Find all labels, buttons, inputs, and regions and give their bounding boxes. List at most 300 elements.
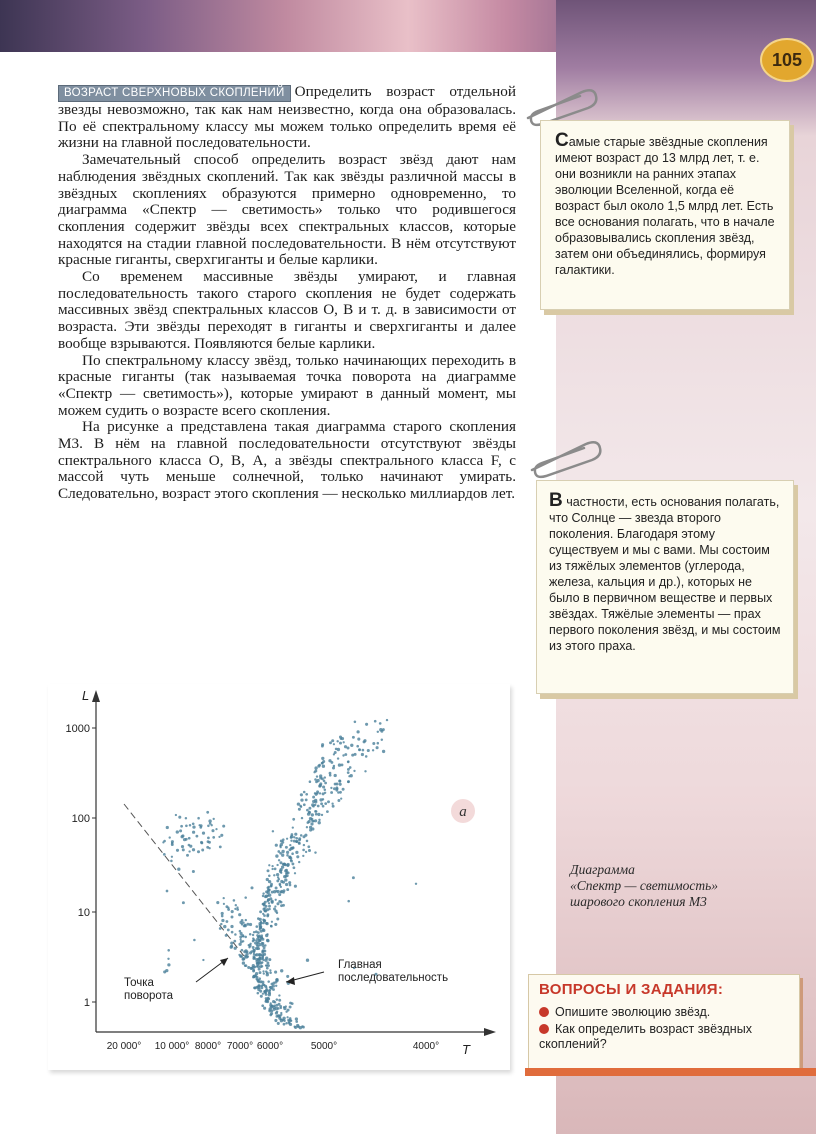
- star-point: [255, 947, 258, 950]
- star-point: [329, 741, 332, 744]
- drop-cap: С: [555, 130, 569, 151]
- star-point: [292, 847, 295, 850]
- star-point: [259, 956, 261, 958]
- star-point: [255, 978, 258, 981]
- star-point: [280, 1012, 282, 1014]
- paperclip-icon: [524, 436, 604, 480]
- star-point: [382, 728, 385, 731]
- star-point: [294, 1026, 296, 1028]
- star-point: [314, 810, 317, 813]
- star-point: [262, 903, 264, 905]
- star-point: [296, 1024, 299, 1027]
- turnoff-label-line2: поворота: [124, 990, 174, 1002]
- star-point: [271, 983, 274, 986]
- star-point: [308, 807, 311, 810]
- star-point: [347, 760, 349, 762]
- caption-line: «Спектр — светимость»: [570, 878, 719, 893]
- star-point: [334, 783, 337, 786]
- star-point: [244, 896, 247, 899]
- star-point: [372, 742, 375, 745]
- star-point: [288, 881, 291, 884]
- star-point: [261, 1004, 264, 1007]
- star-point: [291, 1002, 294, 1005]
- star-point: [278, 859, 280, 861]
- star-point: [320, 802, 323, 805]
- star-point: [275, 854, 278, 857]
- star-point: [240, 940, 243, 943]
- star-point: [286, 838, 288, 840]
- star-point: [182, 848, 185, 851]
- star-point: [354, 721, 357, 724]
- star-point: [192, 822, 195, 825]
- star-point: [249, 951, 252, 954]
- star-point: [259, 928, 261, 930]
- y-tick-label: 1000: [65, 723, 90, 735]
- star-point: [332, 767, 335, 770]
- star-point: [266, 972, 269, 975]
- star-point: [278, 999, 281, 1002]
- star-point: [259, 980, 262, 983]
- star-point: [294, 885, 297, 888]
- star-point: [289, 884, 292, 887]
- star-point: [310, 822, 313, 825]
- star-point: [262, 929, 265, 932]
- star-point: [180, 825, 183, 828]
- star-point: [231, 910, 234, 913]
- main-text: [58, 84, 516, 503]
- star-point: [341, 737, 344, 740]
- star-point: [278, 893, 281, 896]
- star-point: [290, 839, 292, 841]
- star-point: [246, 950, 249, 953]
- star-point: [340, 798, 342, 800]
- star-point: [268, 880, 271, 883]
- star-point: [262, 942, 265, 945]
- star-point: [311, 813, 314, 816]
- star-point: [282, 1018, 285, 1021]
- star-point: [263, 919, 266, 922]
- star-point: [179, 829, 182, 832]
- star-point: [225, 934, 228, 937]
- star-point: [267, 980, 270, 983]
- section-label: ВОЗРАСТ СВЕРХНОВЫХ СКОПЛЕНИЙ: [58, 85, 291, 102]
- star-point: [261, 950, 263, 952]
- star-point: [314, 799, 317, 802]
- star-point: [270, 1012, 273, 1015]
- star-point: [193, 939, 196, 942]
- star-point: [263, 910, 265, 912]
- drop-cap: В: [549, 490, 563, 511]
- star-point: [285, 846, 288, 849]
- star-point: [291, 852, 294, 855]
- star-point: [225, 905, 228, 908]
- star-point: [327, 800, 330, 803]
- star-point: [271, 868, 273, 870]
- figure-caption: [570, 862, 770, 910]
- star-point: [249, 923, 252, 926]
- star-point: [256, 965, 259, 968]
- star-point: [319, 792, 321, 794]
- star-point: [352, 876, 355, 879]
- star-point: [287, 1009, 290, 1012]
- star-point: [280, 880, 283, 883]
- main-sequence-label-line2: последовательность: [338, 972, 449, 984]
- star-point: [256, 934, 259, 937]
- star-point: [247, 955, 250, 958]
- star-point: [330, 787, 332, 789]
- star-point: [256, 986, 259, 989]
- star-point: [221, 919, 224, 922]
- question-item: Опишите эволюцию звёзд.: [539, 1005, 794, 1020]
- star-point: [324, 782, 327, 785]
- star-point: [306, 959, 309, 962]
- star-point: [234, 933, 237, 936]
- star-point: [266, 962, 269, 965]
- star-point: [289, 1019, 292, 1022]
- star-point: [276, 902, 279, 905]
- star-point: [189, 824, 192, 827]
- star-point: [262, 970, 264, 972]
- star-point: [264, 959, 267, 962]
- star-point: [295, 837, 298, 840]
- star-point: [277, 1022, 280, 1025]
- star-point: [182, 901, 185, 904]
- star-point: [206, 811, 209, 814]
- star-point: [255, 958, 258, 961]
- star-point: [306, 840, 309, 843]
- star-point: [363, 740, 366, 743]
- star-point: [277, 1014, 280, 1017]
- star-point: [311, 827, 314, 830]
- star-point: [295, 1020, 298, 1023]
- star-point: [200, 824, 203, 827]
- star-point: [265, 999, 268, 1002]
- star-point: [329, 772, 332, 775]
- star-point: [268, 894, 271, 897]
- star-point: [306, 826, 308, 828]
- star-point: [259, 965, 262, 968]
- side-note-oldest-clusters: [540, 120, 790, 310]
- star-point: [242, 961, 245, 964]
- star-point: [280, 969, 283, 972]
- star-point: [263, 972, 265, 974]
- star-point: [268, 864, 270, 866]
- star-point: [295, 841, 297, 843]
- star-point: [275, 981, 278, 984]
- star-point: [274, 910, 277, 913]
- star-point: [244, 936, 247, 939]
- turnoff-label: [124, 977, 174, 1002]
- star-point: [277, 876, 279, 878]
- star-point: [274, 971, 277, 974]
- star-point: [321, 743, 324, 746]
- star-point: [218, 836, 220, 838]
- paragraph-intro: ВОЗРАСТ СВЕРХНОВЫХ СКОПЛЕНИЙ Определить возраст отдельной звезды невозможно, так как нам неизвестно, когда она образовалась. По её спектральному классу мы можем только определить время её жизни на главной последовательности.: [58, 83, 516, 152]
- star-point: [322, 792, 325, 795]
- star-point: [192, 848, 195, 851]
- star-point: [379, 728, 382, 731]
- star-point: [171, 840, 174, 843]
- star-point: [316, 775, 318, 777]
- star-point: [280, 886, 282, 888]
- star-point: [322, 765, 325, 768]
- star-point: [276, 1011, 278, 1013]
- star-point: [263, 1007, 266, 1010]
- star-point: [282, 904, 285, 907]
- star-point: [267, 886, 270, 889]
- star-point: [303, 844, 305, 846]
- star-point: [274, 923, 277, 926]
- star-point: [278, 994, 280, 996]
- caption-line: Диаграмма: [570, 862, 635, 877]
- star-point: [197, 817, 200, 820]
- star-point: [318, 821, 321, 824]
- star-point: [279, 852, 282, 855]
- star-point: [339, 791, 342, 794]
- star-point: [273, 1008, 276, 1011]
- star-point: [263, 914, 266, 917]
- page-number: 105: [760, 38, 814, 82]
- star-point: [252, 937, 254, 939]
- turnoff-label-line1: Точка: [124, 977, 154, 989]
- star-point: [268, 993, 271, 996]
- star-point: [356, 745, 359, 748]
- star-point: [284, 878, 287, 881]
- star-point: [230, 925, 233, 928]
- star-point: [322, 785, 325, 788]
- star-point: [223, 925, 226, 928]
- star-point: [353, 770, 355, 772]
- star-point: [286, 1016, 288, 1018]
- star-point: [269, 969, 271, 971]
- star-point: [277, 1007, 280, 1010]
- star-point: [272, 830, 274, 832]
- star-point: [290, 857, 293, 860]
- star-point: [280, 872, 282, 874]
- star-point: [181, 834, 184, 837]
- star-point: [264, 895, 267, 898]
- y-tick-label: 1: [83, 997, 90, 1009]
- note-text: частности, есть основания полагать, что Солнце — звезда второго поколения. Благодаря этому существуем и мы с вами. Мы состоим из тяжёлых элементов (углерода, железа, кальция и др.), которых не было в первичном веществе и первых звёздах. Тяжёлые элементы — прах первого поколения звёзд, и мы состоим из этого праха.: [549, 495, 781, 653]
- star-point: [344, 753, 347, 756]
- star-point: [328, 759, 331, 762]
- star-point: [303, 803, 306, 806]
- star-point: [275, 1004, 278, 1007]
- star-point: [337, 799, 340, 802]
- star-point: [265, 990, 268, 993]
- star-point: [259, 971, 262, 974]
- star-point: [339, 742, 342, 745]
- star-point: [321, 757, 324, 760]
- hr-diagram-chart: [48, 684, 510, 1070]
- star-point: [215, 828, 217, 830]
- star-point: [167, 963, 170, 966]
- star-point: [181, 845, 184, 848]
- star-point: [239, 938, 241, 940]
- star-point: [272, 1000, 275, 1003]
- star-point: [309, 780, 312, 783]
- star-point: [163, 840, 166, 843]
- star-point: [351, 754, 354, 757]
- star-point: [365, 755, 368, 758]
- star-point: [246, 923, 249, 926]
- star-point: [268, 889, 271, 892]
- bullet-icon: [539, 1024, 549, 1034]
- star-point: [250, 886, 253, 889]
- star-point: [282, 863, 285, 866]
- star-point: [336, 740, 338, 742]
- star-point: [241, 949, 244, 952]
- star-point: [296, 855, 299, 858]
- star-point: [331, 739, 334, 742]
- x-tick-label: 7000°: [226, 1041, 254, 1052]
- questions-title: ВОПРОСЫ И ЗАДАНИЯ:: [539, 981, 724, 998]
- star-point: [347, 771, 350, 774]
- star-point: [262, 892, 264, 894]
- star-point: [324, 776, 326, 778]
- star-point: [301, 1025, 304, 1028]
- star-point: [302, 849, 305, 852]
- star-point: [347, 781, 349, 783]
- star-point: [167, 958, 169, 960]
- star-point: [275, 899, 277, 901]
- star-point: [271, 921, 273, 923]
- star-point: [379, 722, 382, 725]
- star-point: [318, 785, 321, 788]
- star-point: [324, 788, 327, 791]
- star-point: [171, 843, 174, 846]
- star-point: [374, 720, 377, 723]
- star-point: [262, 993, 264, 995]
- star-point: [166, 826, 169, 829]
- star-point: [305, 799, 308, 802]
- star-point: [302, 855, 304, 857]
- star-point: [192, 825, 195, 828]
- questions-box: [528, 974, 800, 1070]
- star-point: [266, 939, 269, 942]
- star-point: [257, 992, 260, 995]
- star-point: [268, 905, 271, 908]
- star-point: [249, 933, 252, 936]
- star-point: [252, 940, 255, 943]
- star-point: [318, 819, 320, 821]
- star-point: [230, 945, 233, 948]
- turnoff-arrowhead: [220, 958, 228, 966]
- star-point: [219, 845, 222, 848]
- star-point: [169, 836, 171, 838]
- star-point: [207, 825, 210, 828]
- star-point: [265, 934, 268, 937]
- star-point: [260, 995, 263, 998]
- star-point: [177, 868, 180, 871]
- star-point: [307, 812, 310, 815]
- star-point: [292, 826, 294, 828]
- star-point: [240, 932, 243, 935]
- star-point: [322, 805, 325, 808]
- star-point: [357, 738, 360, 741]
- star-point: [280, 1007, 282, 1009]
- star-point: [211, 824, 213, 826]
- star-point: [312, 796, 315, 799]
- star-point: [292, 818, 295, 821]
- star-point: [344, 745, 347, 748]
- star-point: [284, 869, 287, 872]
- star-point: [343, 741, 345, 743]
- star-point: [195, 835, 198, 838]
- caption-line: шарового скопления М3: [570, 894, 707, 909]
- star-point: [333, 753, 335, 755]
- star-point: [197, 850, 200, 853]
- star-point: [268, 875, 271, 878]
- star-point: [301, 817, 303, 819]
- star-point: [276, 918, 279, 921]
- star-point: [283, 1023, 286, 1026]
- star-point: [274, 905, 276, 907]
- star-point: [294, 872, 296, 874]
- star-point: [208, 819, 211, 822]
- star-point: [166, 890, 169, 893]
- star-point: [352, 736, 355, 739]
- hr-diagram-figure: [48, 684, 510, 1070]
- star-point: [258, 939, 261, 942]
- star-point: [342, 788, 345, 791]
- star-point: [298, 808, 301, 811]
- star-point: [294, 833, 297, 836]
- star-point: [291, 833, 294, 836]
- star-point: [274, 868, 277, 871]
- star-point: [208, 847, 210, 849]
- star-point: [275, 887, 278, 890]
- x-tick-label: 10 000°: [154, 1041, 190, 1052]
- star-point: [270, 987, 272, 989]
- star-point: [267, 869, 270, 872]
- star-point: [176, 849, 179, 852]
- star-point: [335, 748, 338, 751]
- star-point: [248, 946, 250, 948]
- star-point: [255, 940, 257, 942]
- star-point: [314, 851, 316, 853]
- star-point: [234, 947, 237, 950]
- x-tick-label: 4000°: [412, 1041, 440, 1052]
- star-point: [235, 904, 237, 906]
- star-point: [260, 921, 262, 923]
- star-point: [213, 818, 215, 820]
- star-point: [265, 922, 268, 925]
- star-point: [314, 778, 317, 781]
- paragraph: Со временем массивные звёзды умирают, и главная последовательность такого старого скопления не будет содержать массивных звёзд спектральных классов О, В и т. д. в зависимости от возраста. Эти звёзды переходят в гиганты и сверхгиганты и далее вообще взрываются. Появляются белые карлики.: [58, 268, 516, 352]
- star-point: [274, 1019, 277, 1022]
- star-point: [275, 985, 277, 987]
- star-point: [260, 986, 263, 989]
- star-point: [268, 958, 271, 961]
- star-point: [207, 837, 210, 840]
- star-point: [317, 813, 320, 816]
- star-point: [186, 854, 189, 857]
- star-point: [305, 851, 307, 853]
- bullet-icon: [539, 1007, 549, 1017]
- star-point: [268, 902, 270, 904]
- star-point: [264, 944, 266, 946]
- star-point: [202, 832, 205, 835]
- star-point: [201, 849, 204, 852]
- star-point: [306, 809, 309, 812]
- star-point: [167, 949, 170, 952]
- star-point: [289, 1023, 292, 1026]
- star-point: [231, 931, 234, 934]
- star-point: [239, 935, 242, 938]
- star-point: [178, 816, 181, 819]
- x-tick-label: 5000°: [310, 1041, 338, 1052]
